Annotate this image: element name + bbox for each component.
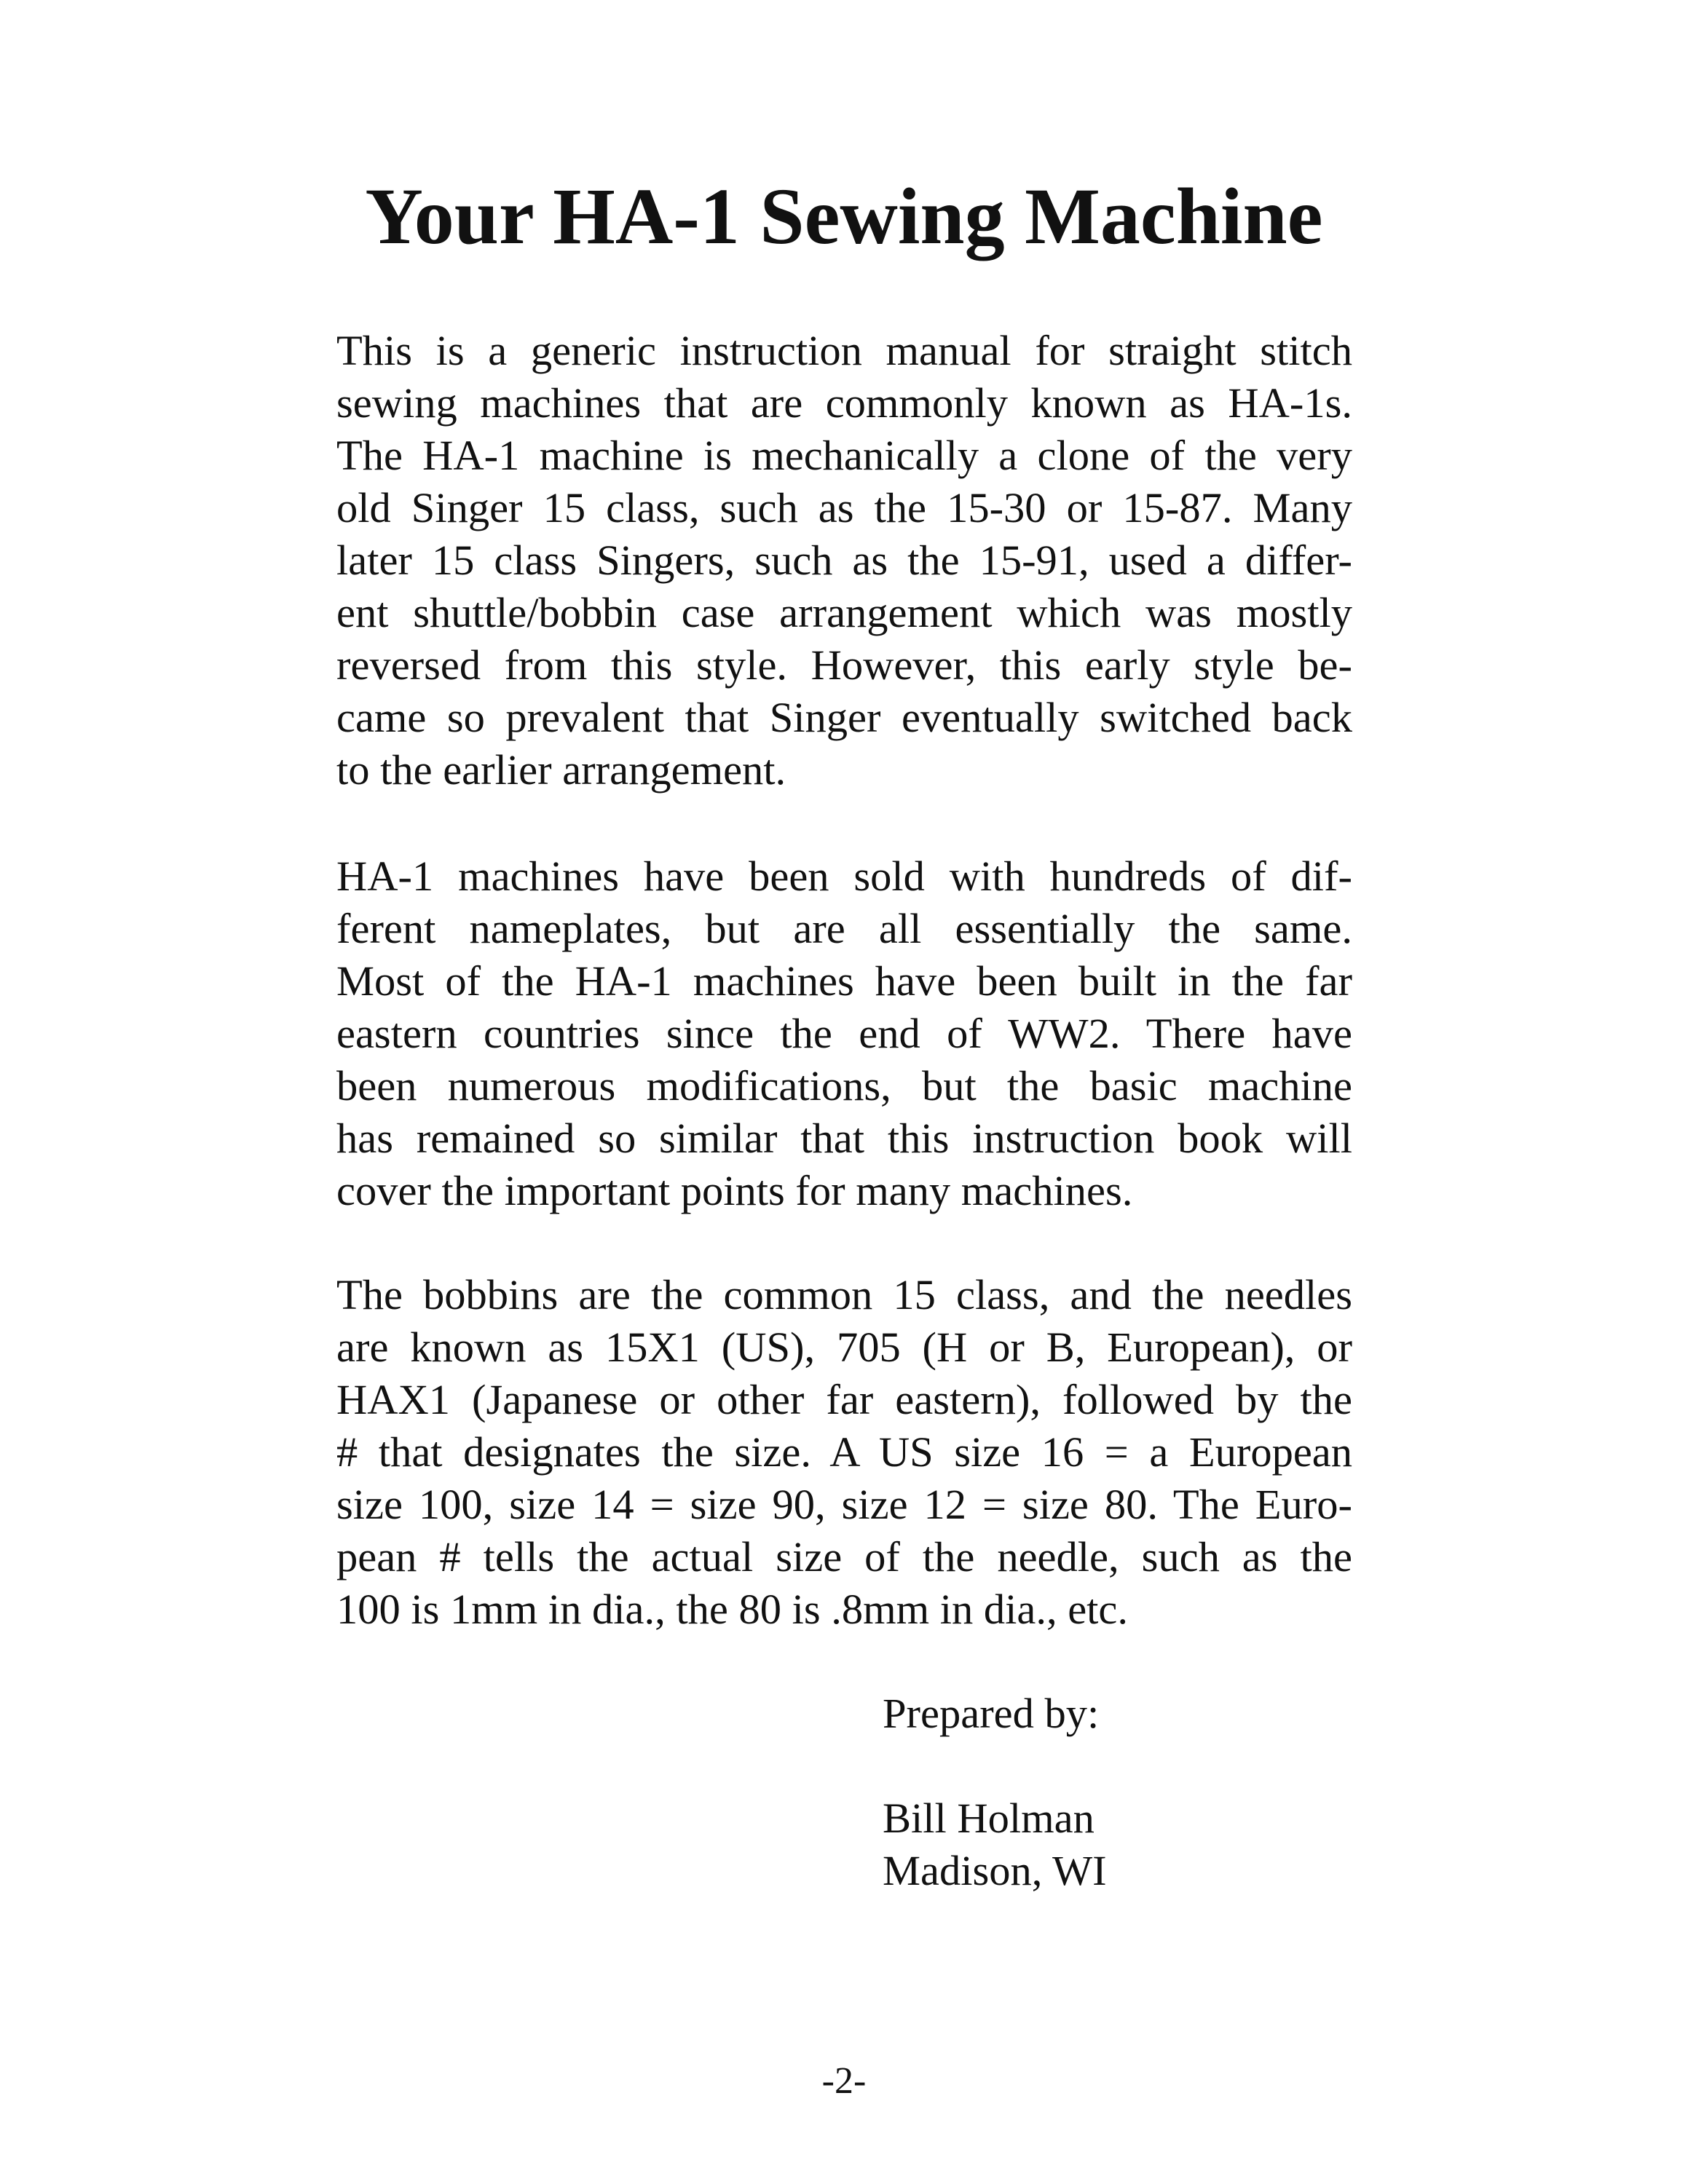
text-line: ent shuttle/bobbin case arrangement which was mostly (336, 589, 1352, 636)
author-location: Madison, WI (883, 1847, 1107, 1894)
text-line: ferent nameplates, but are all essentially the same. (336, 905, 1352, 952)
text-line: This is a generic instruction manual for straight stitch (336, 327, 1352, 374)
text-line: HA-1 machines have been sold with hundreds of dif- (336, 852, 1352, 900)
text-line: has remained so similar that this instruction book will (336, 1115, 1352, 1162)
text-line: reversed from this style. However, this early style be- (336, 641, 1352, 689)
text-line: The bobbins are the common 15 class, and the needles (336, 1271, 1352, 1318)
text-line: been numerous modifications, but the basic machine (336, 1062, 1352, 1109)
text-line: size 100, size 14 = size 90, size 12 = size 80. The Euro- (336, 1481, 1352, 1528)
text-line: cover the important points for many machines. (336, 1167, 1133, 1214)
author-name: Bill Holman (883, 1795, 1095, 1842)
text-line: later 15 class Singers, such as the 15-91, used a differ- (336, 537, 1352, 584)
paragraph-intro (336, 325, 1352, 796)
text-line: came so prevalent that Singer eventually switched back (336, 694, 1352, 741)
text-line: # that designates the size. A US size 16 = a European (336, 1428, 1352, 1476)
paragraph-nameplates (336, 850, 1352, 1217)
text-line: sewing machines that are commonly known as HA-1s. (336, 379, 1352, 427)
text-line: eastern countries since the end of WW2. There have (336, 1010, 1352, 1057)
prepared-by-label: Prepared by: (883, 1690, 1100, 1737)
text-line: old Singer 15 class, such as the 15-30 or 15-87. Many (336, 484, 1352, 531)
page-title: Your HA-1 Sewing Machine (365, 172, 1323, 261)
text-line: to the earlier arrangement. (336, 746, 786, 794)
text-line: pean # tells the actual size of the needle, such as the (336, 1533, 1352, 1580)
text-line: 100 is 1mm in dia., the 80 is .8mm in dia., etc. (336, 1586, 1129, 1633)
text-line: Most of the HA-1 machines have been built in the far (336, 957, 1352, 1005)
text-line: are known as 15X1 (US), 705 (H or B, European), or (336, 1324, 1352, 1371)
text-line: HAX1 (Japanese or other far eastern), followed by the (336, 1376, 1352, 1423)
text-line: The HA-1 machine is mechanically a clone of the very (336, 432, 1352, 479)
page-number: -2- (821, 2060, 867, 2102)
paragraph-bobbins-needles (336, 1269, 1352, 1636)
